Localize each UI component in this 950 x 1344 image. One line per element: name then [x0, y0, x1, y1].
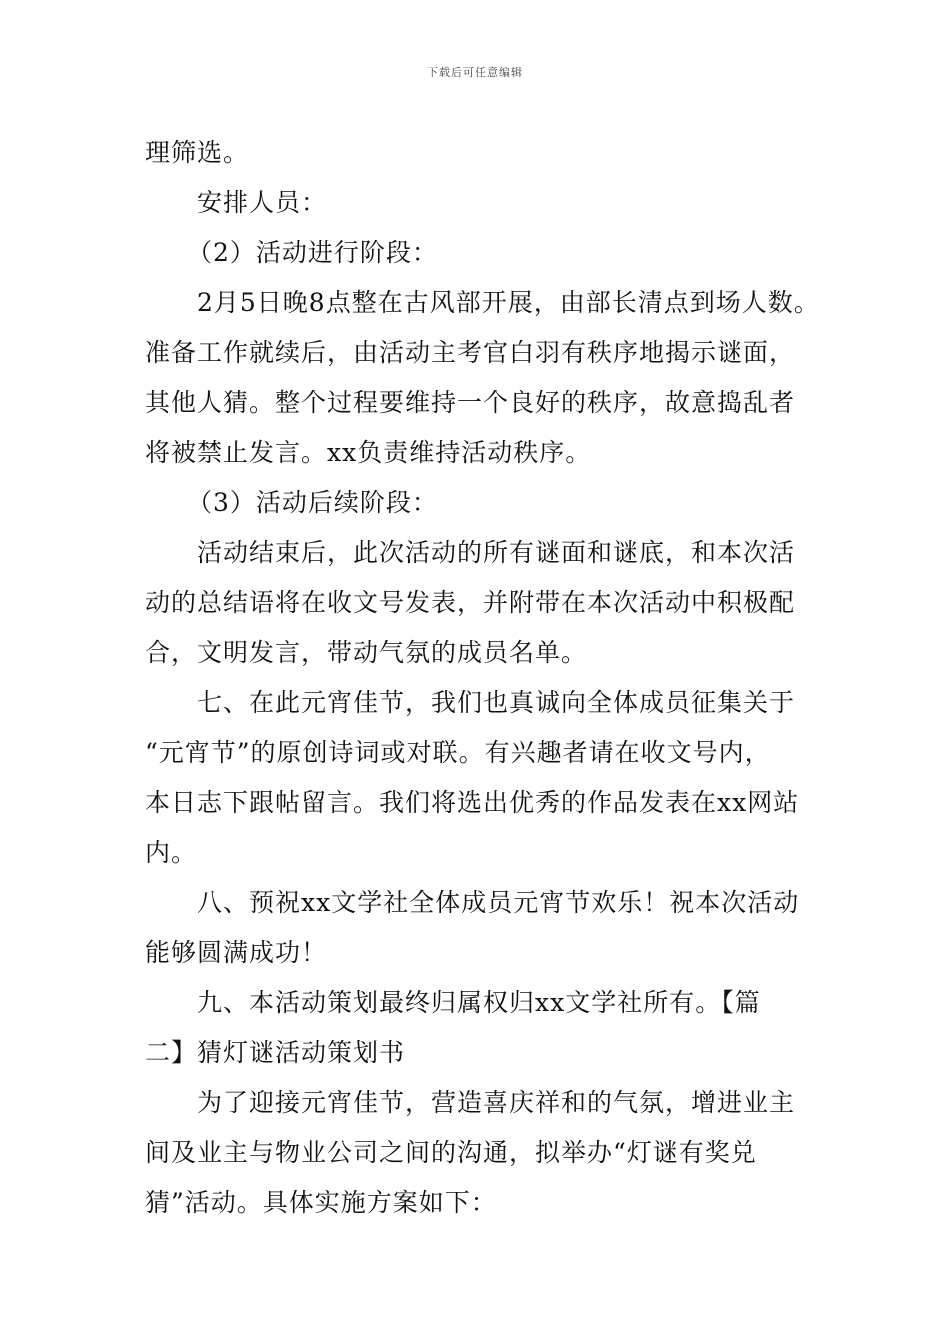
- document-body: [145, 128, 820, 1228]
- text-line: 八、预祝xx文学社全体成员元宵节欢乐！祝本次活动: [197, 888, 800, 917]
- text-line: 九、本活动策划最终归属权归xx文学社所有。【篇: [197, 988, 761, 1017]
- text-line: 2月5日晚8点整在古风部开展，由部长清点到场人数。: [197, 288, 820, 317]
- text-line: 本日志下跟帖留言。我们将选出优秀的作品发表在xx网站: [145, 788, 800, 817]
- text-line: 安排人员：: [197, 188, 328, 217]
- text-line: 猜”活动。具体实施方案如下：: [145, 1188, 497, 1217]
- page-header: 下载后可任意编辑: [427, 66, 523, 79]
- text-line: 能够圆满成功！: [145, 938, 328, 967]
- text-line: 理筛选。: [145, 138, 250, 167]
- text-line: 合，文明发言，带动气氛的成员名单。: [145, 638, 588, 667]
- text-line: 动的总结语将在收文号发表，并附带在本次活动中积极配: [145, 588, 796, 617]
- text-line: 二】猜灯谜活动策划书: [145, 1038, 406, 1067]
- text-line: 准备工作就续后，由活动主考官白羽有秩序地揭示谜面，: [145, 338, 796, 367]
- text-line: （2）活动进行阶段：: [187, 238, 438, 267]
- text-line: 间及业主与物业公司之间的沟通，拟举办“灯谜有奖兑: [145, 1138, 757, 1167]
- text-line: 为了迎接元宵佳节，营造喜庆祥和的气氛，增进业主: [197, 1088, 796, 1117]
- text-line: “元宵节”的原创诗词或对联。有兴趣者请在收文号内，: [145, 738, 771, 767]
- text-line: 活动结束后，此次活动的所有谜面和谜底，和本次活: [197, 538, 796, 567]
- text-line: 内。: [145, 838, 198, 867]
- text-line: 七、在此元宵佳节，我们也真诚向全体成员征集关于: [197, 688, 796, 717]
- text-line: 其他人猜。整个过程要维持一个良好的秩序，故意捣乱者: [145, 388, 796, 417]
- text-line: （3）活动后续阶段：: [187, 488, 438, 517]
- text-line: 将被禁止发言。xx负责维持活动秩序。: [145, 438, 592, 467]
